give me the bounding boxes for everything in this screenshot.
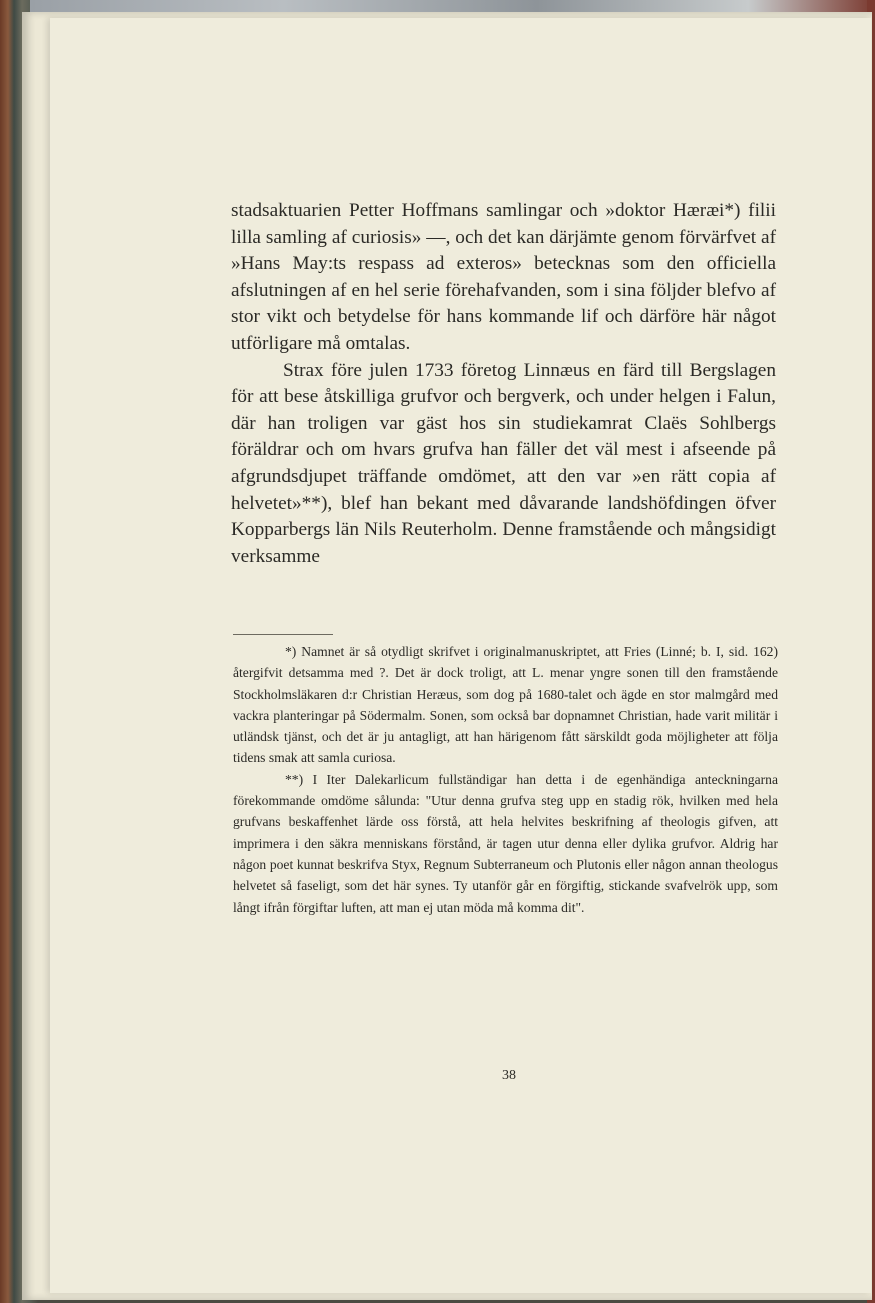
footnote-divider <box>233 634 333 635</box>
paragraph-1: stadsaktuarien Petter Hoffmans samlingar och »doktor Hæræi*) filii lilla samling af curiosis» —, och det kan därjämte genom förvärfvet af »Hans May:ts respass ad exteros» betecknas som den officiella afslutningen af en hel serie förehafvanden, som i sina följder blefvo af stor vikt och betydelse för hans kommande lif och därföre här något utförligare må omtalas. <box>231 200 776 354</box>
body-text <box>231 198 776 570</box>
page-number: 38 <box>502 1068 516 1083</box>
footnote-1: *) Namnet är så otydligt skrifvet i originalmanuskriptet, att Fries (Linné; b. I, sid. 162) återgifvit detsamma med ?. Det är dock troligt, att L. menar yngre sonen till den framstående Stockholmsläkaren d:r Christian Heræus, som dog på 1680-talet och ägde en stor malmgård med vackra planteringar på Södermalm. Sonen, som också bar dopnamnet Christian, hade varit militär i utländsk tjänst, och det är ju antagligt, att han härigenom fått särskildt goda möjligheter att följa tidens smak att samla curiosa. <box>233 644 778 766</box>
footnotes <box>233 641 778 918</box>
footnote-2: **) I Iter Dalekarlicum fullständigar han detta i de egenhändiga anteckningarna förekommande omdöme sålunda: "Utur denna grufva steg upp en stadig rök, hvilken med hela grufvans beskaffenhet lärde oss förstå, att hela helvites beskrifning af theologis gifven, att imprimera i den säkra menniskans förstånd, är tagen utur denna eller dylika grufvor. Aldrig har någon poet kunnat beskrifva Styx, Regnum Subterraneum och Plutonis eller någon annan theologus helvetet så faseligt, som det här synes. Ty utanför går en förgiftig, stickande svafvelrök upp, som långt ifrån förgiftar luften, att man ej utan möda må komma dit". <box>233 771 778 915</box>
paragraph-2: Strax före julen 1733 företog Linnæus en färd till Bergslagen för att bese åtskilliga grufvor och bergverk, och under helgen i Falun, där han troligen var gäst hos sin studiekamrat Claës Sohlbergs föräldrar och om hvars grufva han fäller det väl mest i afseende på afgrundsdjupet träffande omdömet, att den var »en rätt copia af helvetet»**), blef han bekant med dåvarande landshöfdingen öfver Kopparbergs län Nils Reuterholm. Denne framstående och mångsidigt verksamme <box>231 359 776 567</box>
